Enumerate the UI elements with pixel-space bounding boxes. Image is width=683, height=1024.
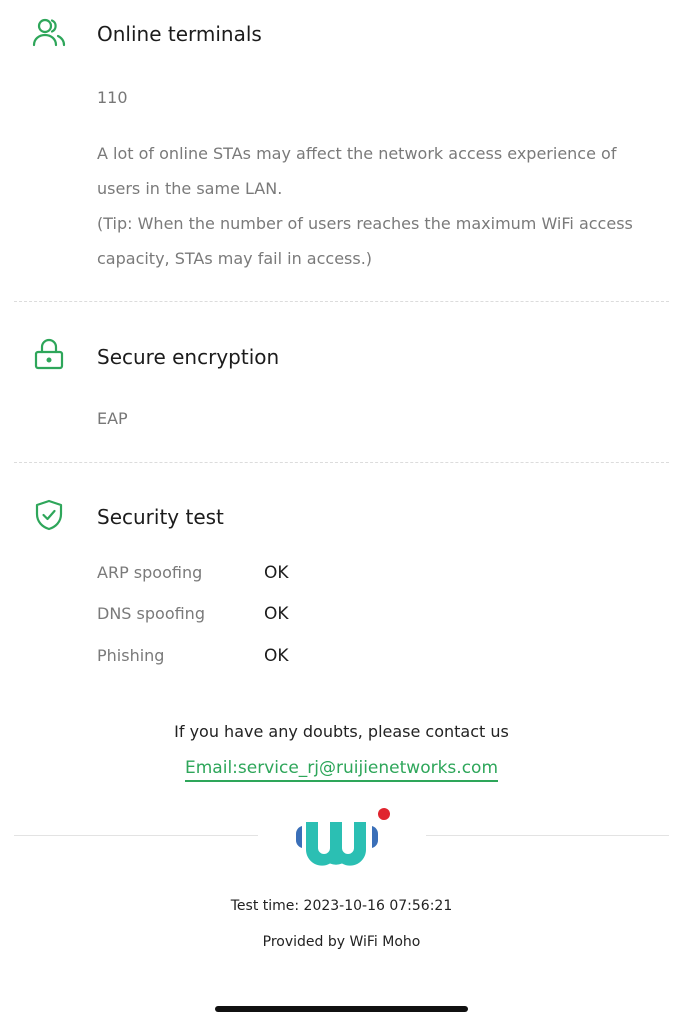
test-time: Test time: 2023-10-16 07:56:21 <box>230 898 453 914</box>
security-test-row <box>97 646 497 670</box>
security-test-row <box>97 563 497 587</box>
logo-divider-right <box>426 835 669 836</box>
security-test-row <box>97 604 497 628</box>
online-terminals-description <box>97 136 657 276</box>
online-terminals-tip: (Tip: When the number of users reaches the maximum WiFi access capacity, STAs may fail in access.) <box>97 214 633 268</box>
home-indicator[interactable] <box>215 1006 468 1012</box>
security-test-title: Security test <box>97 505 224 529</box>
online-terminals-count: 110 <box>97 88 128 107</box>
section-divider <box>14 462 669 463</box>
test-label: ARP spoofing <box>97 563 203 582</box>
test-result: OK <box>264 563 289 583</box>
online-terminals-title: Online terminals <box>97 22 262 46</box>
online-terminals-warning: A lot of online STAs may affect the network access experience of users in the same LAN. <box>97 144 617 198</box>
provided-by: Provided by WiFi Moho <box>262 934 421 950</box>
wifi-moho-logo <box>290 806 394 870</box>
shield-check-icon <box>32 498 66 532</box>
secure-encryption-title: Secure encryption <box>97 345 280 369</box>
lock-icon <box>32 338 66 372</box>
encryption-value: EAP <box>97 409 128 428</box>
users-icon <box>32 16 66 50</box>
test-label: DNS spoofing <box>97 604 205 623</box>
email-link-container <box>0 758 683 778</box>
logo-divider-left <box>14 835 258 836</box>
email-link[interactable]: Email:service_rj@ruijienetworks.com <box>185 758 498 782</box>
section-divider <box>14 301 669 302</box>
test-result: OK <box>264 646 289 666</box>
test-result: OK <box>264 604 289 624</box>
test-label: Phishing <box>97 646 165 665</box>
contact-text: If you have any doubts, please contact us <box>174 722 509 741</box>
